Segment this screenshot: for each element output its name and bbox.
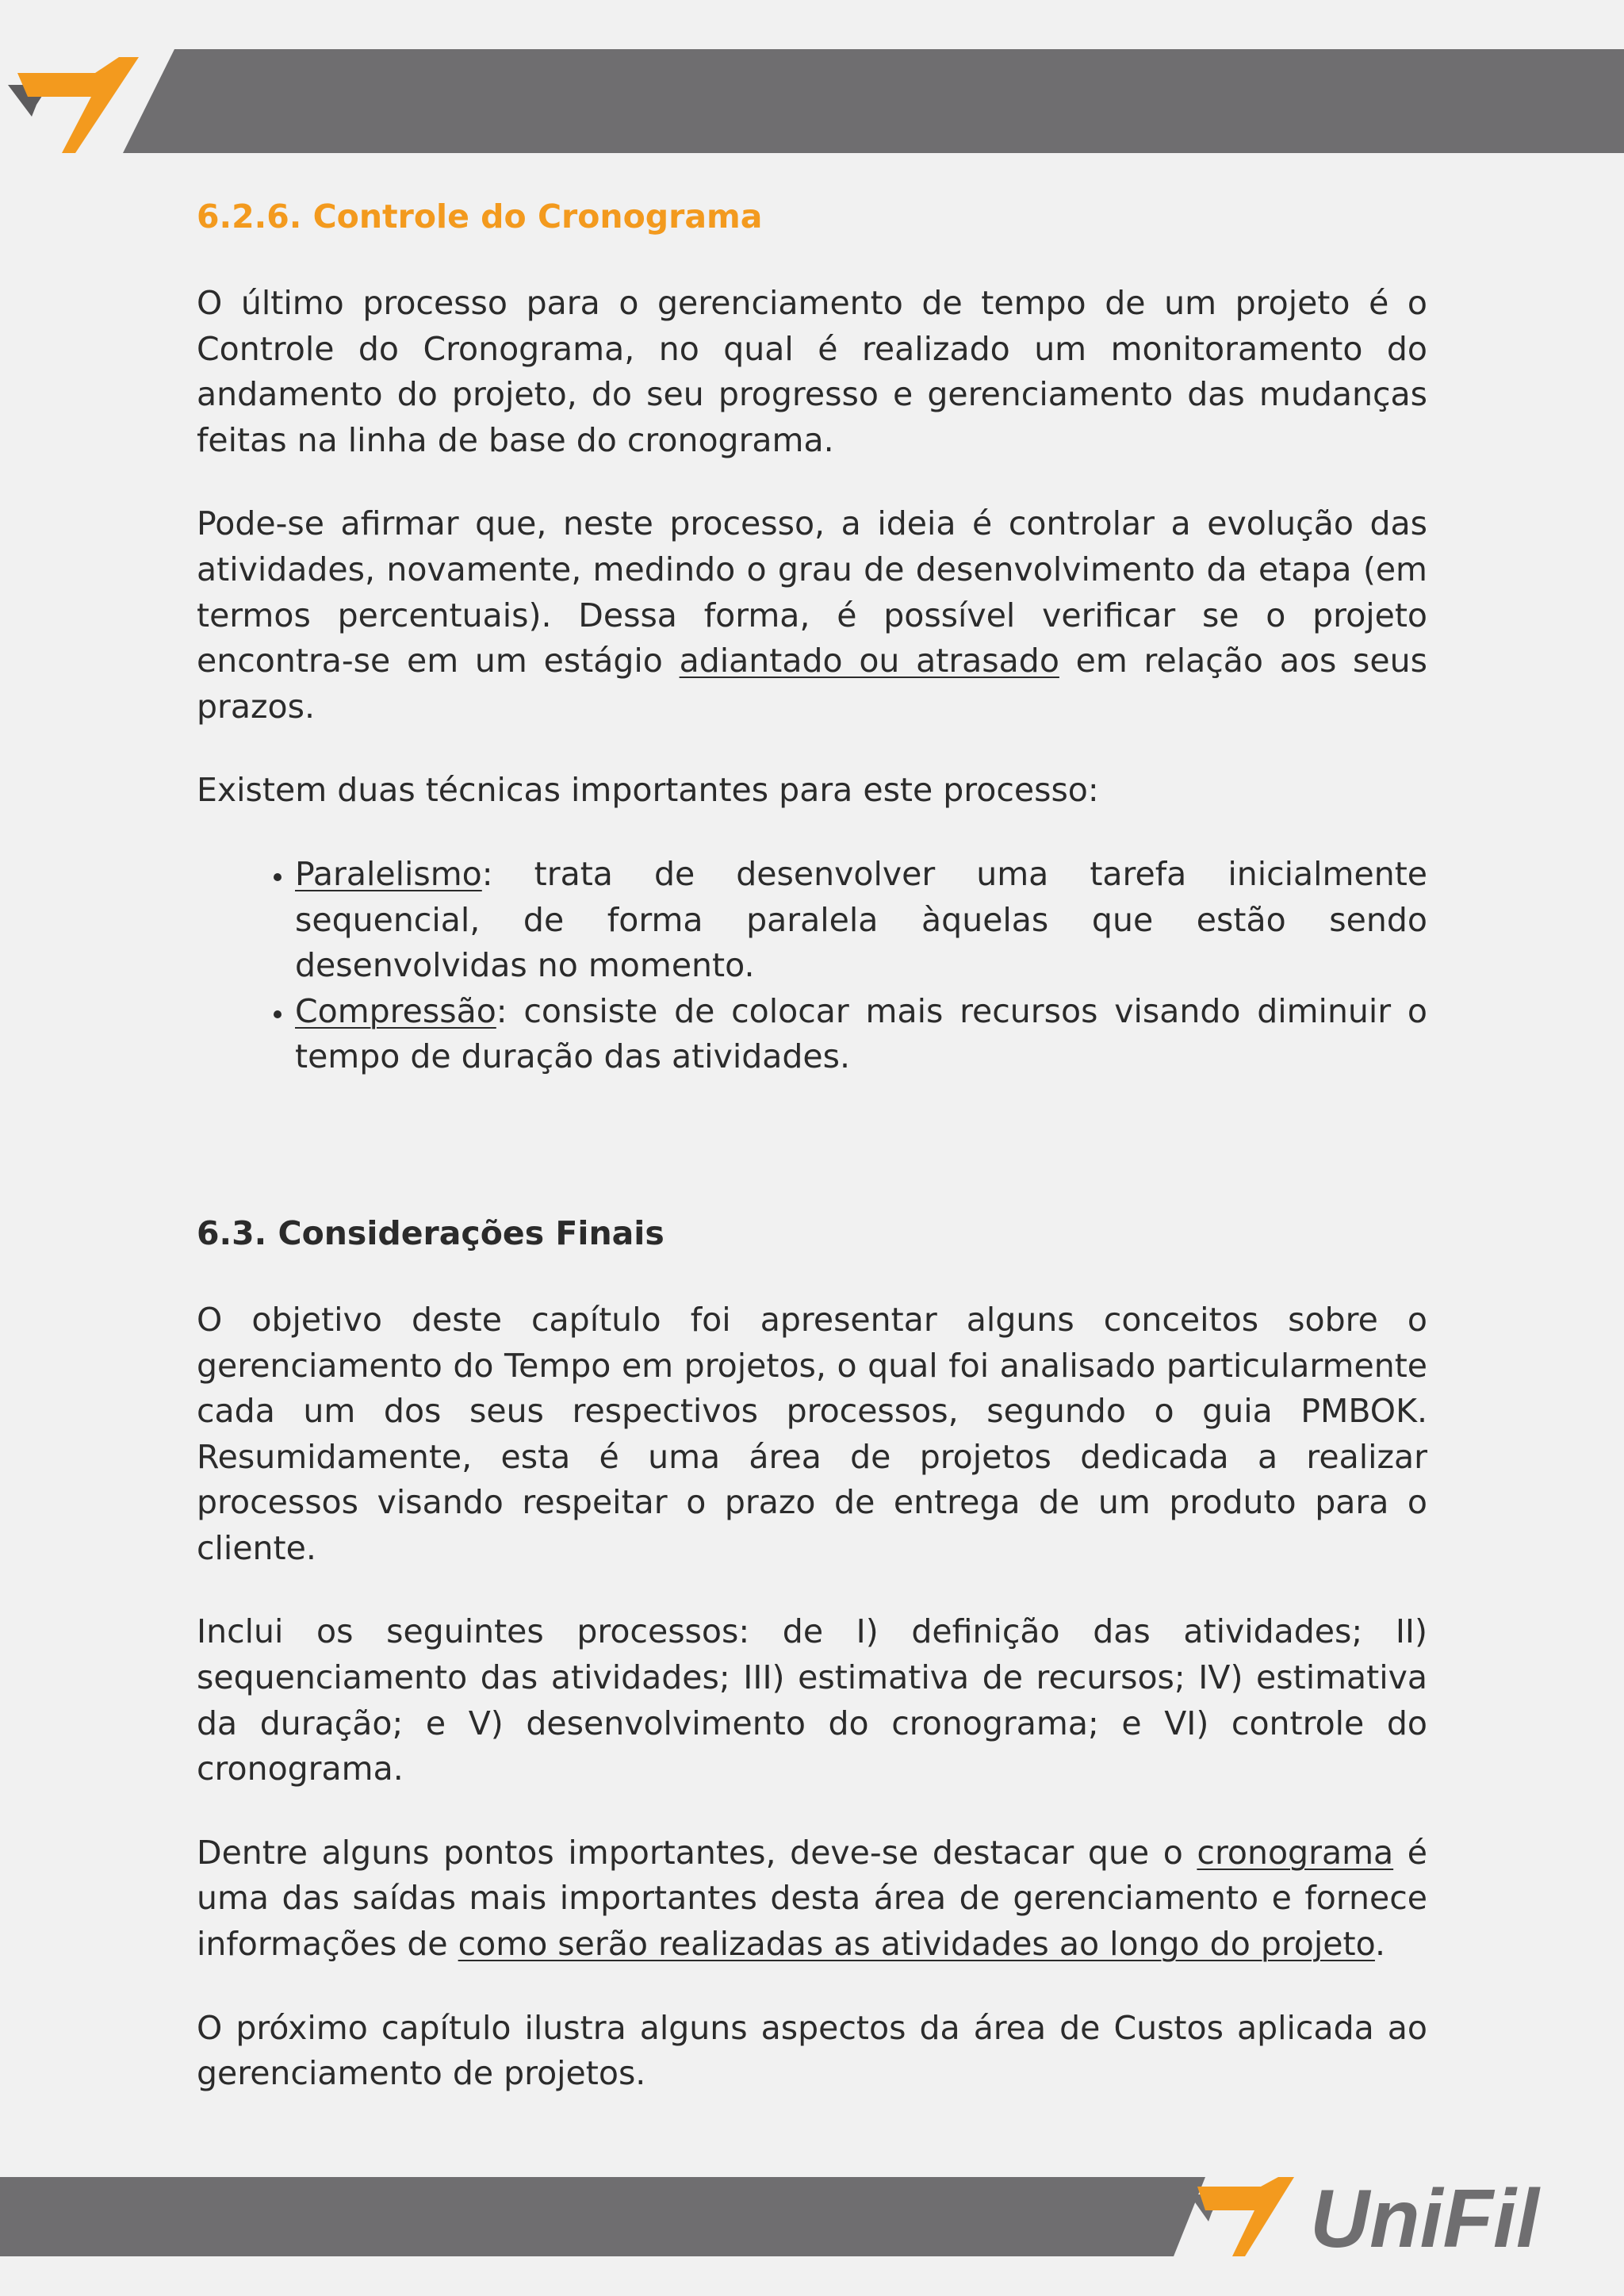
brand-wordmark: UniFil [1310,2177,1539,2256]
underlined-phrase: como serão realizadas as atividades ao longo do projeto [458,1925,1375,1964]
header-band [0,49,1624,153]
paragraph: Pode-se afirmar que, neste processo, a ideia é controlar a evolução das atividades, novamente, medindo o grau de desenvolvimento da etapa (em termos percentuais). Dessa forma, é possível verificar se o projeto encontra-se em um estágio adiantado ou atrasado em relação aos seus prazos. [197,504,1427,726]
section-heading-consideracoes-finais: 6.3. Considerações Finais [197,1213,665,1252]
list-item: • Paralelismo: trata de desenvolver uma tarefa inicialmente sequencial, de forma paralela àquelas que estão sendo desenvolvidas no momento. [295,852,1427,989]
list-item: • Compressão: consiste de colocar mais recursos visando diminuir o tempo de duração das atividades. [295,989,1427,1080]
paragraph: O objetivo deste capítulo foi apresentar alguns conceitos sobre o gerenciamento do Tempo em projetos, o qual foi analisado particularmente cada um dos seus respectivos processos, segundo o guia PMBOK. Resumidamente, esta é uma área de projetos dedicada a realizar processos visando respeitar o prazo de entrega de um produto para o cliente. [197,1300,1427,1567]
paragraph: Dentre alguns pontos importantes, deve-se destacar que o cronograma é uma das saídas mais importantes desta área de gerenciamento e fornece informações de como serão realizadas as atividades ao longo do projeto. [197,1833,1427,1964]
techniques-list [197,852,1427,1080]
term-compressao: Compressão [295,991,496,1030]
term-paralelismo: Paralelismo [295,854,482,893]
underlined-phrase: adiantado ou atrasado [679,642,1059,680]
paragraph: Inclui os seguintes processos: de I) definição das atividades; II) sequenciamento das atividades; III) estimativa de recursos; IV) estimativa da duração; e V) desenvolvimento do cronograma; e VI) controle do cronograma. [197,1612,1427,1788]
header-logo [0,49,174,153]
page-content [197,190,1427,2097]
footer-logo [1174,2177,1624,2256]
underlined-cronograma: cronograma [1197,1833,1394,1872]
paragraph: O próximo capítulo ilustra alguns aspectos da área de Custos aplicada ao gerenciamento de projetos. [197,2008,1427,2093]
paragraph: Existem duas técnicas importantes para este processo: [197,771,1099,810]
paragraph: O último processo para o gerenciamento de tempo de um projeto é o Controle do Cronograma, no qual é realizado um monitoramento do andamento do projeto, do seu progresso e gerenciamento das mudanças feitas na linha de base do cronograma. [197,284,1427,459]
section-heading-controle-cronograma: 6.2.6. Controle do Cronograma [197,197,763,236]
